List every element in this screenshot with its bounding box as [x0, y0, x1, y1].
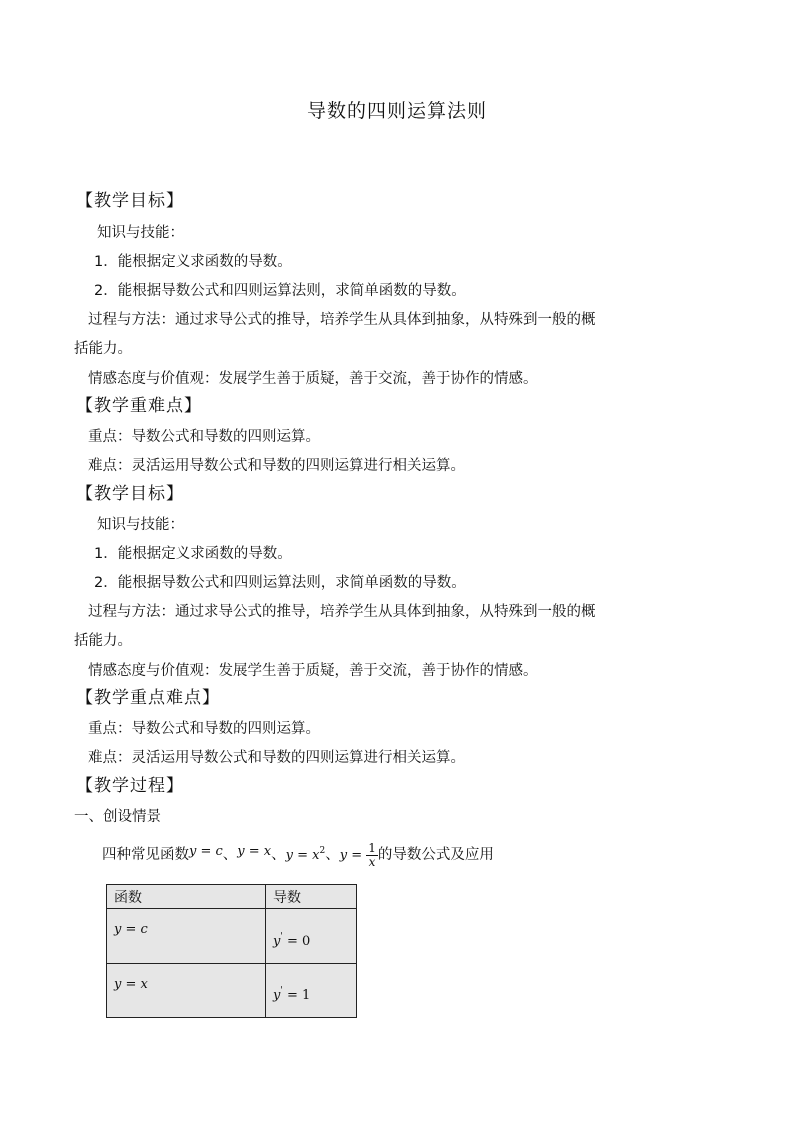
separator: 、 [271, 847, 286, 863]
document-title: 导数的四则运算法则 [306, 100, 487, 122]
heading-teaching-objectives-repeat: 【教学目标】 [76, 484, 184, 504]
heading-key-difficult-points: 【教学重难点】 [76, 396, 202, 416]
table-header-derivative: 导数 [266, 885, 357, 909]
formula-y-equals-x-squared: $y = x^2$ [285, 846, 326, 863]
attitude-values-repeat: 情感态度与价值观：发展学生善于质疑，善于交流，善于协作的情感。 [88, 663, 538, 679]
intro-suffix: 的导数公式及应用 [377, 847, 494, 863]
heading-teaching-objectives: 【教学目标】 [76, 191, 184, 211]
formula-y-equals-one-over-x: y = $\frac{1}{x}$ [339, 841, 376, 869]
heading-key-points-difficulties: 【教学重点难点】 [76, 688, 220, 708]
process-method-line-1-repeat: 过程与方法：通过求导公式的推导，培养学生从具体到抽象，从特殊到一般的概 [88, 604, 596, 620]
heading-teaching-process: 【教学过程】 [76, 776, 184, 796]
separator: 、 [222, 847, 238, 863]
formula-y-equals-x: y = x [237, 844, 272, 859]
process-method-line-1: 过程与方法：通过求导公式的推导，培养学生从具体到抽象，从特殊到一般的概 [88, 312, 596, 328]
objective-item-1: 1．能根据定义求函数的导数。 [94, 254, 292, 270]
formula-y-equals-c: y = c [189, 844, 223, 859]
process-method-line-2-repeat: 括能力。 [74, 633, 132, 649]
knowledge-skills-label-repeat: 知识与技能： [97, 517, 184, 533]
table-header-row [107, 885, 357, 909]
subsection-create-scenario: 一、创设情景 [74, 809, 161, 825]
objective-item-2-repeat: 2．能根据导数公式和四则运算法则，求简单函数的导数。 [94, 575, 466, 591]
table-cell-function: y = x [107, 964, 266, 1018]
knowledge-skills-label: 知识与技能： [97, 225, 184, 241]
attitude-values: 情感态度与价值观：发展学生善于质疑，善于交流，善于协作的情感。 [88, 371, 538, 387]
table-cell-derivative: y' = 0 [266, 909, 357, 964]
key-point: 重点：导数公式和导数的四则运算。 [88, 429, 320, 445]
function-intro-line [102, 836, 494, 870]
difficult-point: 难点：灵活运用导数公式和导数的四则运算进行相关运算。 [88, 458, 465, 474]
objective-item-2: 2．能根据导数公式和四则运算法则，求简单函数的导数。 [94, 283, 466, 299]
process-method-line-2: 括能力。 [74, 341, 132, 357]
table-header-function: 函数 [107, 885, 266, 909]
objective-item-1-repeat: 1．能根据定义求函数的导数。 [94, 546, 292, 562]
table-cell-function: y = c [107, 909, 266, 964]
table-row [107, 909, 357, 964]
fraction: $\frac{1}{x}$ [368, 841, 376, 869]
derivative-table [106, 884, 357, 1018]
key-point-repeat: 重点：导数公式和导数的四则运算。 [88, 721, 320, 737]
separator: 、 [325, 847, 340, 863]
table-cell-derivative: y' = 1 [266, 964, 357, 1018]
difficult-point-repeat: 难点：灵活运用导数公式和导数的四则运算进行相关运算。 [88, 750, 465, 766]
intro-prefix: 四种常见函数 [102, 847, 189, 863]
table-row [107, 964, 357, 1018]
